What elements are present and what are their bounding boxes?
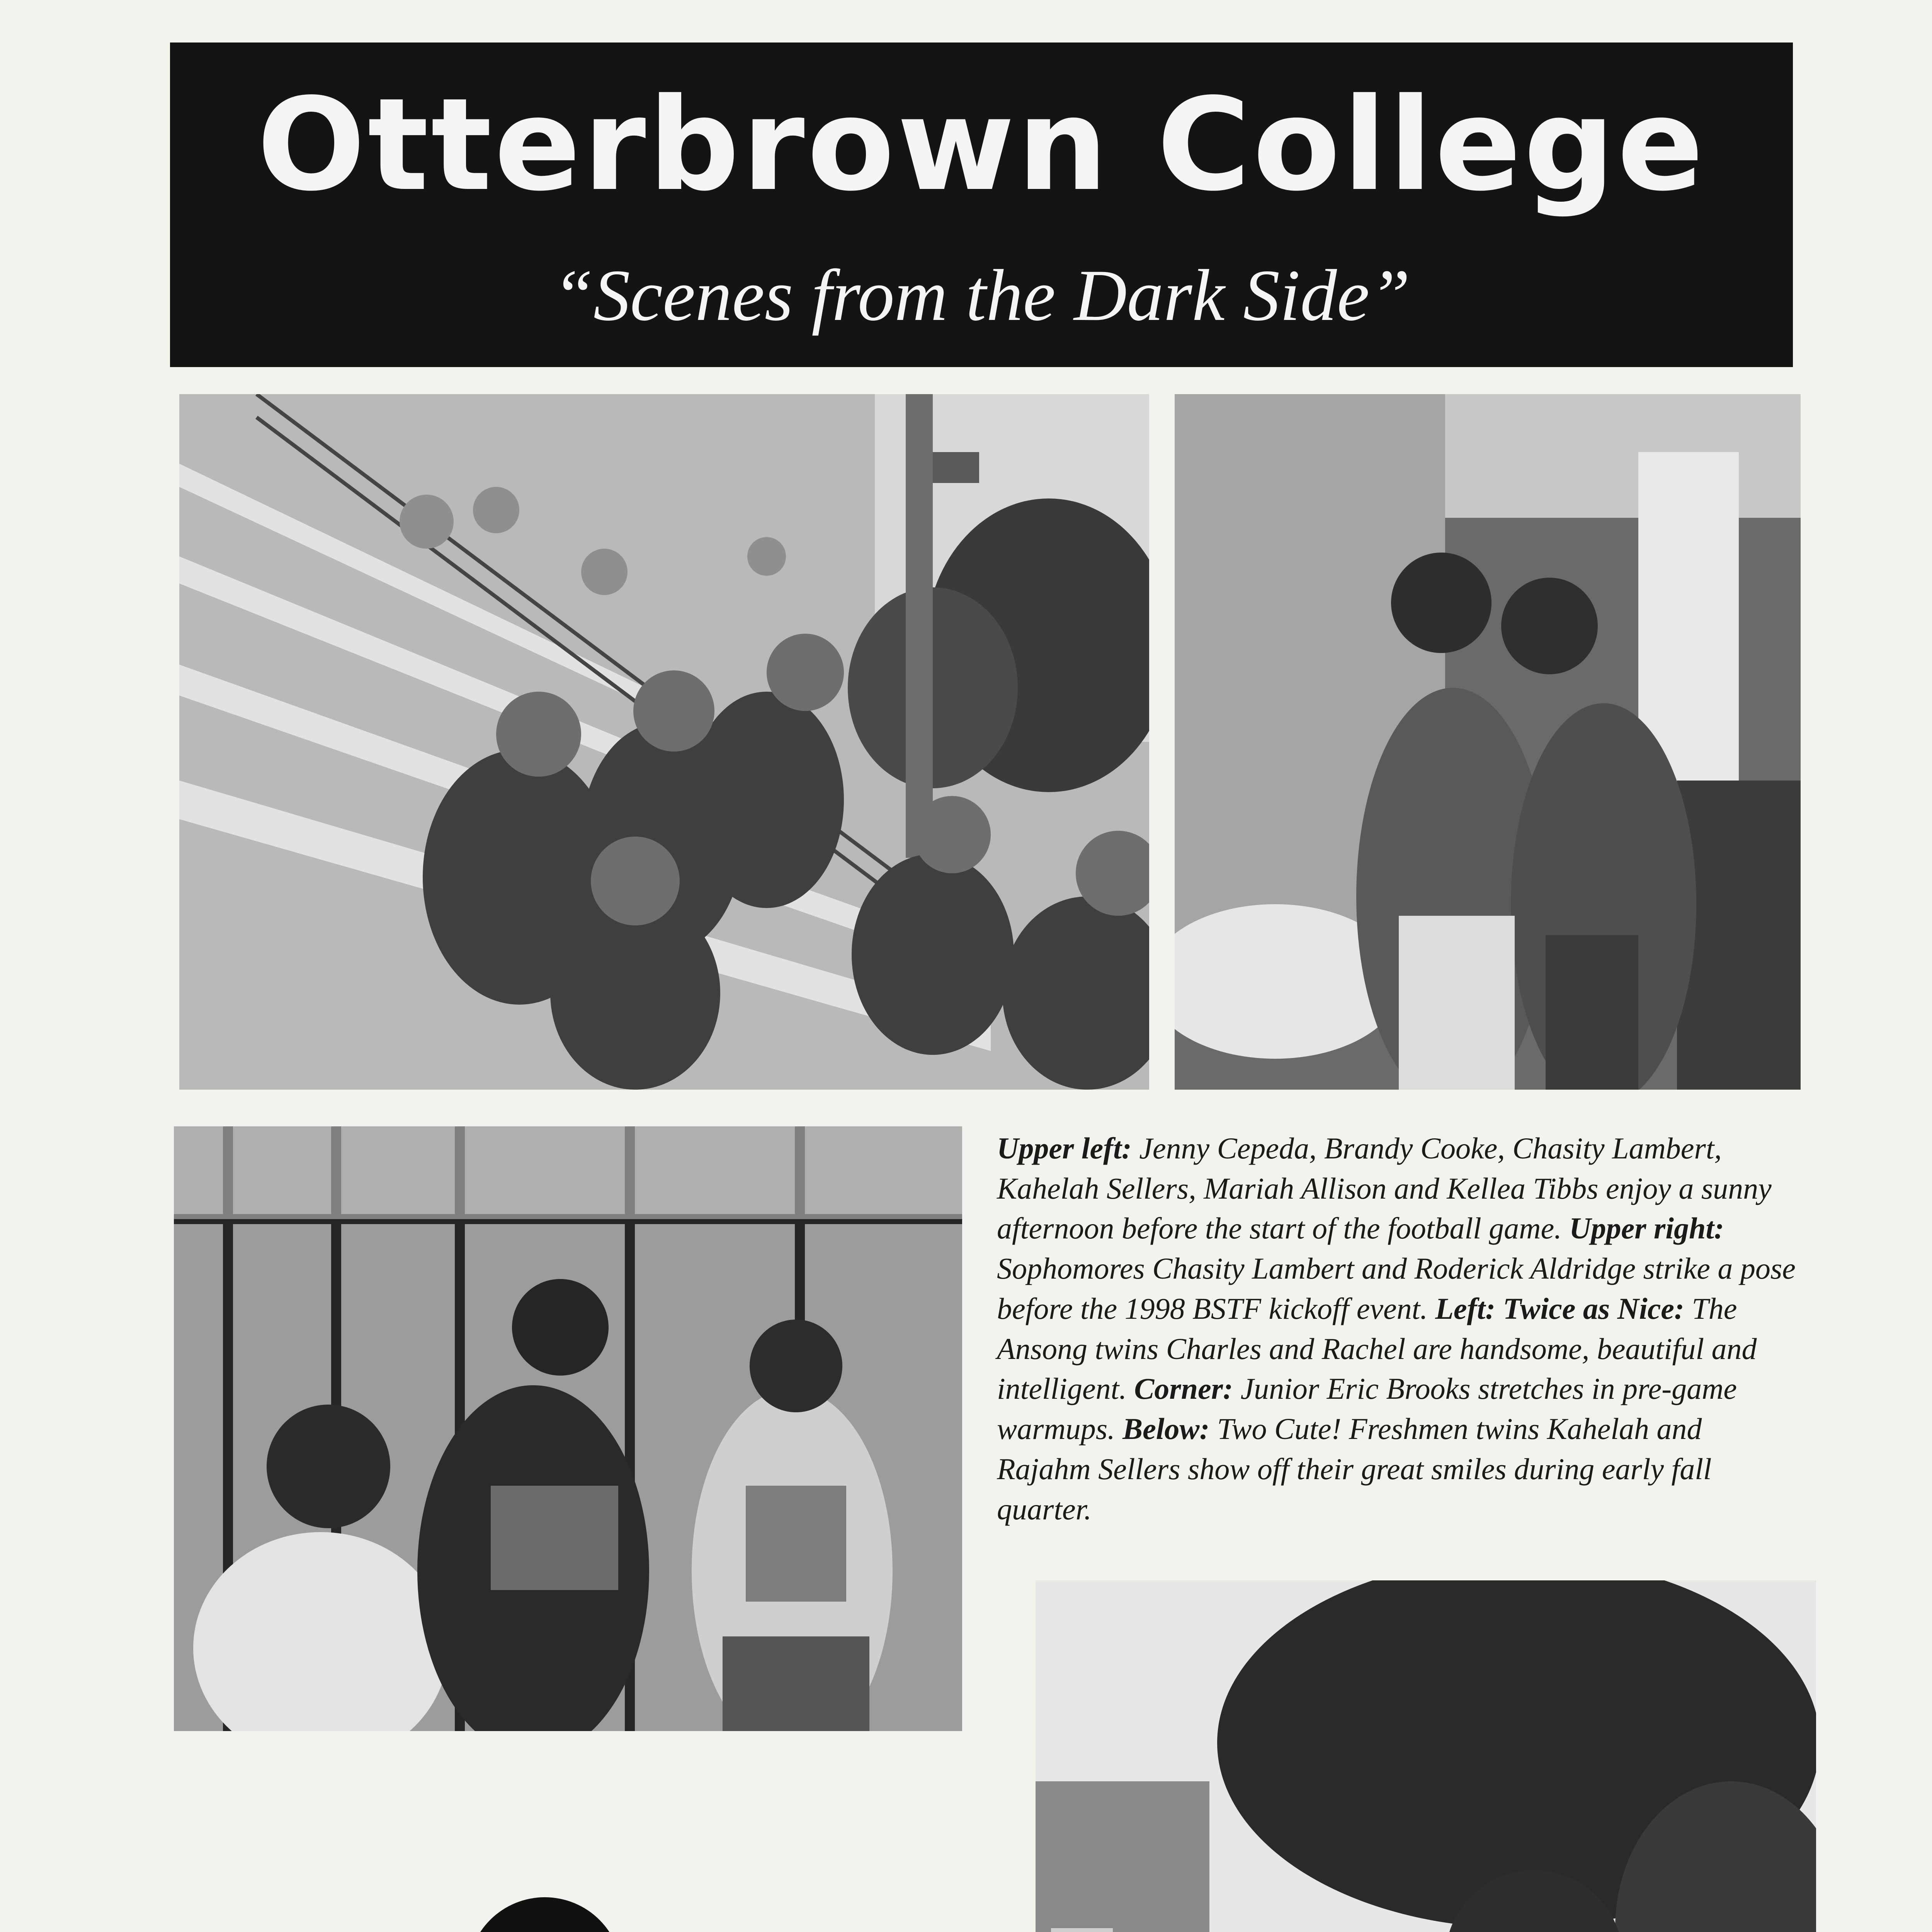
caption-label-upper-right: Upper right:: [1569, 1211, 1724, 1245]
photo-captions: [997, 1128, 1801, 1529]
photo-bleachers-group: [179, 394, 1149, 1090]
page-subtitle: “Scenes from the Dark Side”: [553, 255, 1410, 336]
photo-football-player: [185, 1886, 788, 1932]
twins-scene: [174, 1126, 962, 1731]
photo-twins-plaques: [174, 1126, 962, 1731]
event-scene: [1175, 394, 1801, 1090]
bleachers-scene: [179, 394, 1149, 1090]
caption-label-left: Left: Twice as Nice:: [1435, 1291, 1684, 1325]
title-banner: [170, 43, 1793, 367]
caption-text-left: The Ansong twins Charles and Rachel are handsome, beautiful and intelligent.: [997, 1291, 1757, 1406]
photo-freshmen-twins: [1036, 1580, 1816, 1932]
page-title: Otterbrown College: [257, 71, 1706, 219]
caption-text-upper-left: Jenny Cepeda, Brandy Cooke, Chasity Lambert, Kahelah Sellers, Mariah Allison and Kellea Tibbs enjoy a sunny afternoon before the start of the football game.: [997, 1131, 1772, 1245]
caption-text-upper-right: Sophomores Chasity Lambert and Roderick Aldridge strike a pose before the 1998 BSTF kickoff event.: [997, 1252, 1796, 1325]
caption-label-corner: Corner:: [1134, 1372, 1233, 1406]
caption-text-below: Two Cute! Freshmen twins Kahelah and Rajahm Sellers show off their great smiles during early fall quarter.: [997, 1412, 1712, 1526]
photo-couple-event: [1175, 394, 1801, 1090]
caption-text-corner: Junior Eric Brooks stretches in pre-game warmups.: [997, 1372, 1737, 1446]
player-scene: [185, 1886, 788, 1932]
twins-outdoor-scene: [1036, 1580, 1816, 1932]
caption-label-upper-left: Upper left:: [997, 1131, 1132, 1165]
caption-label-below: Below:: [1122, 1412, 1210, 1446]
